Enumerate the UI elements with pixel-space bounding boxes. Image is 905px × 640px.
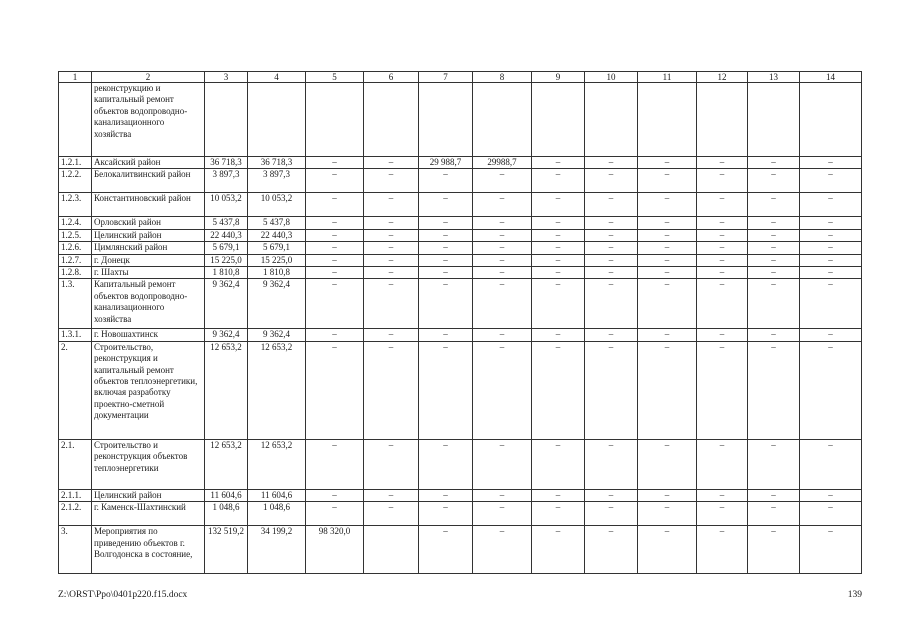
table-cell: 12 653,2 — [248, 439, 306, 489]
column-header: 3 — [205, 72, 248, 83]
table-cell: 3 897,3 — [205, 169, 248, 193]
row-number: 1.2.6. — [59, 242, 92, 254]
table-cell: – — [532, 157, 585, 169]
table-cell: – — [473, 279, 532, 329]
table-cell: – — [638, 279, 697, 329]
table-cell: – — [473, 267, 532, 279]
table-cell — [419, 83, 473, 157]
footer-page-number: 139 — [847, 590, 862, 600]
table-cell: – — [364, 217, 419, 229]
table-cell: – — [638, 242, 697, 254]
table-cell — [473, 83, 532, 157]
table-cell: – — [473, 217, 532, 229]
table-cell: 9 362,4 — [205, 329, 248, 341]
table-cell — [306, 83, 364, 157]
table-cell: – — [638, 193, 697, 217]
table-cell: – — [532, 329, 585, 341]
table-cell: – — [800, 193, 862, 217]
table-cell: – — [532, 341, 585, 439]
table-cell — [205, 83, 248, 157]
table-row — [59, 329, 862, 341]
table-cell: – — [697, 329, 748, 341]
table-cell: – — [419, 229, 473, 241]
table-cell: – — [532, 254, 585, 266]
column-header: 4 — [248, 72, 306, 83]
table-cell: – — [473, 502, 532, 526]
column-header: 14 — [800, 72, 862, 83]
table-row — [59, 169, 862, 193]
table-cell: – — [532, 526, 585, 574]
table-cell: 11 604,6 — [248, 489, 306, 501]
table-cell — [364, 526, 419, 574]
row-number: 1.2.7. — [59, 254, 92, 266]
table-cell: 3 897,3 — [248, 169, 306, 193]
table-cell: – — [306, 439, 364, 489]
table-row — [59, 217, 862, 229]
row-number: 1.2.1. — [59, 157, 92, 169]
table-cell: – — [532, 489, 585, 501]
table-cell: – — [306, 229, 364, 241]
table-cell: – — [419, 279, 473, 329]
table-cell: 36 718,3 — [205, 157, 248, 169]
table-cell: – — [638, 526, 697, 574]
table-cell: – — [473, 329, 532, 341]
table-row — [59, 193, 862, 217]
table-cell: – — [697, 217, 748, 229]
table-cell: – — [585, 217, 638, 229]
table-cell: – — [306, 254, 364, 266]
table-cell: – — [306, 157, 364, 169]
table-cell: 1 810,8 — [205, 267, 248, 279]
table-cell: – — [364, 193, 419, 217]
table-cell — [697, 83, 748, 157]
table-cell: – — [748, 254, 800, 266]
column-header: 10 — [585, 72, 638, 83]
table-cell: 10 053,2 — [248, 193, 306, 217]
table-cell: – — [585, 157, 638, 169]
footer-file-path: Z:\ORST\Ppo\0401p220.f15.docx — [58, 590, 188, 600]
table-cell: – — [364, 329, 419, 341]
row-title: г. Новошахтинск — [92, 329, 205, 341]
row-number: 2. — [59, 341, 92, 439]
table-cell: – — [638, 502, 697, 526]
table-cell: – — [419, 254, 473, 266]
table-cell: – — [800, 157, 862, 169]
table-cell: – — [748, 489, 800, 501]
table-row — [59, 267, 862, 279]
table-cell: – — [364, 502, 419, 526]
column-header: 2 — [92, 72, 205, 83]
table-cell: – — [697, 169, 748, 193]
row-title: Орловский район — [92, 217, 205, 229]
table-cell: – — [748, 502, 800, 526]
table-cell: 12 653,2 — [205, 439, 248, 489]
table-cell: – — [748, 169, 800, 193]
row-title: Белокалитвинский район — [92, 169, 205, 193]
table-cell: – — [473, 341, 532, 439]
table-cell: – — [800, 254, 862, 266]
table-cell: 36 718,3 — [248, 157, 306, 169]
table-cell: – — [638, 489, 697, 501]
table-cell: 12 653,2 — [248, 341, 306, 439]
table-cell: – — [800, 341, 862, 439]
table-cell: 15 225,0 — [248, 254, 306, 266]
table-cell: – — [306, 502, 364, 526]
table-cell: – — [748, 217, 800, 229]
table-cell: – — [532, 279, 585, 329]
table-cell: 10 053,2 — [205, 193, 248, 217]
table-cell: – — [364, 229, 419, 241]
table-cell: – — [697, 254, 748, 266]
table-cell: – — [748, 439, 800, 489]
row-title: Мероприятия по приведению объектов г. Волгодонска в состояние, — [92, 526, 205, 574]
column-header: 13 — [748, 72, 800, 83]
row-title: Капитальный ремонт объектов водопроводно-канализационного хозяйства — [92, 279, 205, 329]
table-cell: – — [532, 217, 585, 229]
table-cell: 22 440,3 — [248, 229, 306, 241]
column-header: 11 — [638, 72, 697, 83]
table-cell: 1 048,6 — [205, 502, 248, 526]
table-row — [59, 341, 862, 439]
row-title: Аксайский район — [92, 157, 205, 169]
table-cell — [364, 83, 419, 157]
table-cell: – — [306, 193, 364, 217]
table-cell: – — [364, 439, 419, 489]
table-cell: – — [419, 341, 473, 439]
table-cell: – — [585, 329, 638, 341]
row-number: 2.1.2. — [59, 502, 92, 526]
table-cell: – — [697, 502, 748, 526]
table-cell: – — [364, 341, 419, 439]
table-cell: – — [697, 242, 748, 254]
table-cell: – — [697, 489, 748, 501]
column-header: 1 — [59, 72, 92, 83]
row-title: Целинский район — [92, 229, 205, 241]
table-cell: – — [473, 229, 532, 241]
table-cell — [585, 83, 638, 157]
table-cell: 12 653,2 — [205, 341, 248, 439]
table-cell: – — [638, 169, 697, 193]
table-cell: 22 440,3 — [205, 229, 248, 241]
table-cell: – — [306, 242, 364, 254]
table-cell: – — [473, 489, 532, 501]
table-cell: – — [800, 329, 862, 341]
table-cell: – — [306, 341, 364, 439]
table-cell: – — [306, 217, 364, 229]
table-row — [59, 502, 862, 526]
table-cell: – — [748, 329, 800, 341]
row-title: Целинский район — [92, 489, 205, 501]
table-cell: – — [585, 229, 638, 241]
table-cell: – — [585, 242, 638, 254]
table-cell: 98 320,0 — [306, 526, 364, 574]
table-cell — [748, 83, 800, 157]
table-cell: – — [748, 526, 800, 574]
table-cell: – — [473, 439, 532, 489]
table-cell: – — [748, 279, 800, 329]
table-cell: – — [364, 157, 419, 169]
table-cell: – — [800, 526, 862, 574]
table-cell: – — [585, 341, 638, 439]
table-cell: – — [585, 267, 638, 279]
table-row — [59, 439, 862, 489]
column-header: 9 — [532, 72, 585, 83]
table-cell: – — [800, 489, 862, 501]
table-cell: – — [364, 279, 419, 329]
table-cell: – — [473, 193, 532, 217]
column-header: 12 — [697, 72, 748, 83]
table-cell: 9 362,4 — [248, 329, 306, 341]
table-row — [59, 157, 862, 169]
table-cell: – — [638, 254, 697, 266]
table-cell: – — [585, 193, 638, 217]
table-cell: – — [697, 157, 748, 169]
table-row — [59, 279, 862, 329]
row-title: Строительство и реконструкция объектов теплоэнергетики — [92, 439, 205, 489]
table-cell: – — [748, 193, 800, 217]
row-title: г. Донецк — [92, 254, 205, 266]
row-title: г. Каменск-Шахтинский — [92, 502, 205, 526]
table-cell: 34 199,2 — [248, 526, 306, 574]
table-cell: – — [364, 169, 419, 193]
table-cell: 29 988,7 — [419, 157, 473, 169]
column-header: 7 — [419, 72, 473, 83]
table-cell: – — [697, 193, 748, 217]
column-header: 5 — [306, 72, 364, 83]
table-cell: – — [473, 526, 532, 574]
table-row — [59, 229, 862, 241]
table-cell: – — [585, 439, 638, 489]
table-cell: – — [748, 157, 800, 169]
row-number: 1.2.2. — [59, 169, 92, 193]
table-cell: – — [585, 502, 638, 526]
table-cell — [532, 83, 585, 157]
row-number: 1.2.4. — [59, 217, 92, 229]
table-cell: – — [585, 526, 638, 574]
table-cell: – — [800, 229, 862, 241]
table-cell: – — [419, 193, 473, 217]
table-cell: 5 679,1 — [205, 242, 248, 254]
table-cell: 9 362,4 — [248, 279, 306, 329]
table-cell: – — [697, 267, 748, 279]
table-cell — [638, 83, 697, 157]
row-title: реконструкцию и капитальный ремонт объектов водопроводно-канализационного хозяйства — [92, 83, 205, 157]
table-cell: – — [585, 489, 638, 501]
table-cell: – — [532, 502, 585, 526]
table-cell: 1 810,8 — [248, 267, 306, 279]
table-cell: – — [306, 329, 364, 341]
table-cell: – — [473, 169, 532, 193]
table-cell: – — [800, 267, 862, 279]
table-cell: – — [306, 489, 364, 501]
table-cell: – — [473, 254, 532, 266]
table-cell: – — [638, 217, 697, 229]
row-number — [59, 83, 92, 157]
column-header: 8 — [473, 72, 532, 83]
row-number: 1.2.3. — [59, 193, 92, 217]
table-cell: – — [697, 229, 748, 241]
table-row — [59, 242, 862, 254]
document-table — [58, 71, 862, 574]
table-cell: 132 519,2 — [205, 526, 248, 574]
table-row — [59, 489, 862, 501]
table-header-row — [59, 72, 862, 83]
row-number: 2.1.1. — [59, 489, 92, 501]
table-cell: – — [800, 242, 862, 254]
row-number: 2.1. — [59, 439, 92, 489]
table-cell: – — [585, 279, 638, 329]
table-cell: – — [532, 267, 585, 279]
table-cell: – — [638, 439, 697, 489]
row-number: 1.2.5. — [59, 229, 92, 241]
table-cell: – — [532, 193, 585, 217]
table-cell: – — [697, 439, 748, 489]
table-cell: – — [364, 242, 419, 254]
row-title: Цимлянский район — [92, 242, 205, 254]
table-cell: – — [748, 242, 800, 254]
table-cell: – — [419, 439, 473, 489]
table-cell — [248, 83, 306, 157]
table-cell: – — [697, 279, 748, 329]
table-cell: – — [532, 242, 585, 254]
row-title: г. Шахты — [92, 267, 205, 279]
table-row — [59, 254, 862, 266]
table-cell: 29988,7 — [473, 157, 532, 169]
table-cell: – — [585, 169, 638, 193]
table-cell: – — [748, 267, 800, 279]
table-row — [59, 526, 862, 574]
table-cell: – — [419, 489, 473, 501]
table-cell: – — [419, 242, 473, 254]
table-cell: – — [419, 502, 473, 526]
table-cell: – — [532, 169, 585, 193]
table-cell: – — [697, 341, 748, 439]
table-cell: – — [800, 217, 862, 229]
table-cell: – — [364, 267, 419, 279]
table-cell: – — [800, 279, 862, 329]
table-cell: 11 604,6 — [205, 489, 248, 501]
column-header: 6 — [364, 72, 419, 83]
row-number: 1.2.8. — [59, 267, 92, 279]
row-number: 3. — [59, 526, 92, 574]
table-cell: – — [532, 229, 585, 241]
table-cell: – — [419, 217, 473, 229]
table-cell: – — [638, 329, 697, 341]
table-cell: – — [419, 267, 473, 279]
table-cell: – — [697, 526, 748, 574]
table-cell: – — [638, 157, 697, 169]
row-number: 1.3. — [59, 279, 92, 329]
table-cell: – — [419, 526, 473, 574]
table-cell: – — [638, 229, 697, 241]
table-cell: 9 362,4 — [205, 279, 248, 329]
table-cell: – — [364, 489, 419, 501]
table-cell: – — [638, 341, 697, 439]
table-cell: 5 437,8 — [248, 217, 306, 229]
table-cell: 1 048,6 — [248, 502, 306, 526]
table-cell: – — [748, 341, 800, 439]
row-title: Константиновский район — [92, 193, 205, 217]
table-cell: – — [800, 502, 862, 526]
row-title: Строительство, реконструкция и капитальный ремонт объектов теплоэнергетики, включая разработку проектно-сметной документации — [92, 341, 205, 439]
table-cell: – — [306, 169, 364, 193]
table-cell: – — [532, 439, 585, 489]
table-cell: – — [473, 242, 532, 254]
table-row — [59, 83, 862, 157]
table-cell: – — [638, 267, 697, 279]
table-cell: 5 437,8 — [205, 217, 248, 229]
row-number: 1.3.1. — [59, 329, 92, 341]
table-cell: – — [306, 279, 364, 329]
table-cell: – — [364, 254, 419, 266]
table-cell — [800, 83, 862, 157]
table-cell: – — [585, 254, 638, 266]
table-cell: 15 225,0 — [205, 254, 248, 266]
table-cell: 5 679,1 — [248, 242, 306, 254]
table-cell: – — [419, 169, 473, 193]
table-cell: – — [306, 267, 364, 279]
table-cell: – — [419, 329, 473, 341]
table-cell: – — [800, 439, 862, 489]
table-cell: – — [800, 169, 862, 193]
table-cell: – — [748, 229, 800, 241]
